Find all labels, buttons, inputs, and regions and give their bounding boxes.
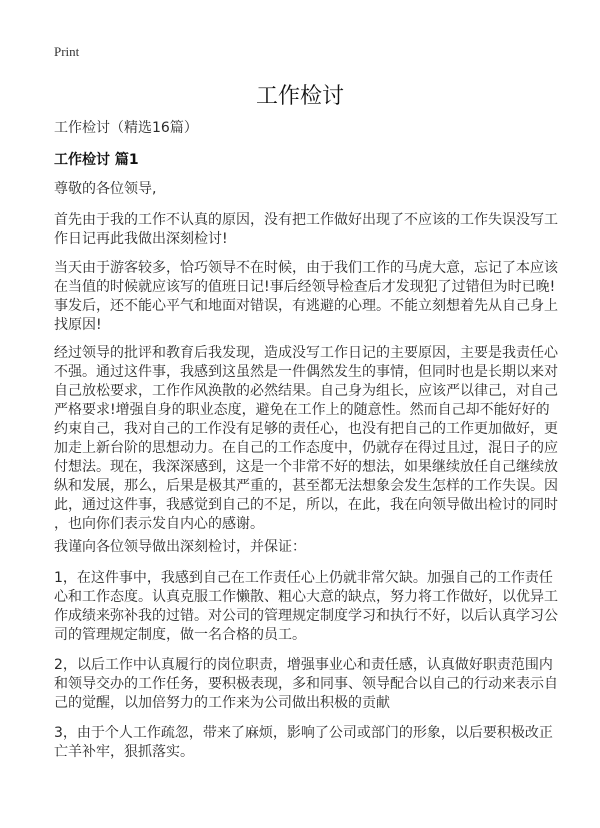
paragraph-line: 作成绩来弥补我的过错。对公司的管理规定制度学习和执行不好，以后认真学习公 bbox=[54, 608, 558, 624]
document-title: 工作检讨 bbox=[255, 84, 344, 109]
paragraph-line: 作日记再此我做出深刻检讨! bbox=[54, 231, 228, 247]
paragraph bbox=[54, 656, 558, 713]
paragraph-line: 此，通过这件事，我感觉到自己的不足，所以，在此，我在向领导做出检讨的同时 bbox=[54, 497, 558, 513]
print-link[interactable]: Print bbox=[54, 44, 80, 59]
paragraph-line: 不强。通过这件事，我感到这虽然是一件偶然发生的事情，但同时也是长期以来对 bbox=[54, 364, 558, 380]
paragraph-line: 2，以后工作中认真履行的岗位职责，增强事业心和责任感，认真做好职责范围内 bbox=[54, 657, 553, 673]
paragraph-line: 我谨向各位领导做出深刻检讨，并保证： bbox=[54, 539, 306, 555]
paragraph-line: 事发后，还不能心平气和地面对错误，有逃避的心理。不能立刻想着先从自己身上 bbox=[54, 298, 558, 314]
paragraph-line: 当天由于游客较多，恰巧领导不在时候，由于我们工作的马虎大意，忘记了本应该 bbox=[54, 260, 558, 276]
paragraph-line: 3，由于个人工作疏忽，带来了麻烦，影响了公司或部门的形象，以后要积极改正 bbox=[54, 725, 553, 741]
paragraph-line: 1，在这件事中，我感到自己在工作责任心上仍就非常欠缺。加强自己的工作责任 bbox=[54, 570, 553, 586]
paragraph bbox=[54, 569, 558, 645]
paragraph bbox=[54, 344, 558, 534]
paragraph-line: 纵和发展，那么，后果是极其严重的，甚至都无法想象会发生怎样的工作失误。因 bbox=[54, 478, 558, 494]
paragraph-line: 付想法。现在，我深深感到，这是一个非常不好的想法，如果继续放任自己继续放 bbox=[54, 459, 558, 475]
paragraph-line: 司的管理规定制度，做一名合格的员工。 bbox=[54, 627, 306, 643]
paragraph-line: 己的觉醒，以加倍努力的工作来为公司做出积极的贡献 bbox=[54, 695, 390, 711]
paragraph-line: ，也向你们表示发自内心的感谢。 bbox=[54, 516, 264, 532]
paragraph-line: 经过领导的批评和教育后我发现，造成没写工作日记的主要原因，主要是我责任心 bbox=[54, 345, 558, 361]
paragraph bbox=[54, 211, 558, 249]
section-heading: 工作检讨 篇1 bbox=[54, 152, 139, 168]
paragraph-line: 在当值的时候就应该写的值班日记!事后经领导检查后才发现犯了过错但为时已晚! bbox=[54, 279, 556, 295]
paragraph-line: 首先由于我的工作不认真的原因，没有把工作做好出现了不应该的工作失误没写工 bbox=[54, 212, 558, 228]
paragraph-line: 加走上新台阶的思想动力。在自己的工作态度中，仍就存在得过且过，混日子的应 bbox=[54, 440, 558, 456]
paragraph-line: 找原因! bbox=[54, 317, 102, 333]
salutation: 尊敬的各位领导, bbox=[54, 181, 157, 197]
paragraph-line: 心和工作态度。认真克服工作懒散、粗心大意的缺点，努力将工作做好，以优异工 bbox=[54, 589, 558, 605]
paragraph-line: 和领导交办的工作任务，要积极表现，多和同事、领导配合以自己的行动来表示自 bbox=[54, 676, 558, 692]
document-subtitle: 工作检讨（精选16篇） bbox=[54, 120, 198, 136]
paragraph-line: 严格要求!增强自身的职业态度，避免在工作上的随意性。然而自己却不能好好的 bbox=[54, 402, 550, 418]
paragraph bbox=[54, 538, 306, 557]
paragraph bbox=[54, 259, 558, 335]
paragraph-line: 约束自己，我对自己的工作没有足够的责任心，也没有把自己的工作更加做好，更 bbox=[54, 421, 558, 437]
paragraph-line: 自己放松要求，工作作风涣散的必然结果。自己身为组长，应该严以律己，对自己 bbox=[54, 383, 558, 399]
paragraph-line: 亡羊补牢，狠抓落实。 bbox=[54, 744, 194, 760]
paragraph bbox=[54, 724, 553, 762]
